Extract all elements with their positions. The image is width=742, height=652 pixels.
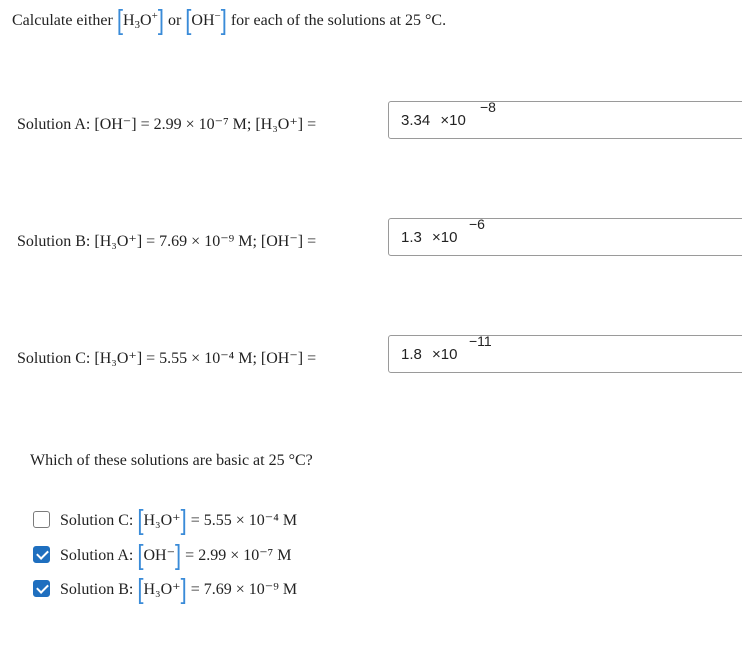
prompt-before: Calculate either (12, 12, 113, 29)
bracket-left-icon: [ (116, 3, 123, 35)
option-2-value: = 7.69 × 10⁻⁹ M (190, 581, 298, 598)
option-1-checkbox[interactable] (33, 546, 50, 563)
prompt-h3o-sup: + (151, 10, 158, 22)
bracket-right-icon: ] (180, 572, 187, 604)
option-1-value: = 2.99 × 10⁻⁷ M (185, 547, 292, 564)
solution-c-answer-base: ×10 (432, 346, 458, 363)
solution-c-row (17, 348, 316, 368)
solution-a-given-value: = 2.99 × 10⁻⁷ M; (140, 116, 252, 133)
option-0-label: Solution C: (60, 512, 134, 529)
option-1[interactable] (60, 538, 292, 570)
solution-a-answer-mantissa: 3.34 (401, 112, 431, 129)
question-text: Which of these solutions are basic at 25 °C? (30, 452, 313, 469)
solution-b-answer-mantissa: 1.3 (401, 229, 422, 246)
bracket-left-icon: [ (137, 572, 144, 604)
solution-c-given-value: = 5.55 × 10⁻⁴ M; (146, 350, 257, 367)
option-0[interactable] (60, 503, 298, 535)
option-2-checkbox[interactable] (33, 580, 50, 597)
solution-c-asked-species: [OH⁻] = (260, 350, 317, 367)
solution-c-given-species: [H₃O⁺] (94, 350, 143, 367)
option-1-label: Solution A: (60, 547, 134, 564)
option-0-checkbox[interactable] (33, 511, 50, 528)
option-1-species: OH⁻ (143, 547, 176, 564)
solution-b-label: Solution B: (17, 233, 91, 250)
option-2[interactable] (60, 572, 298, 604)
solution-b-answer-exponent: −6 (469, 216, 485, 232)
prompt-oh-sup: − (214, 10, 221, 22)
prompt-h3o-o: O (140, 12, 152, 29)
prompt-oh: OH (191, 12, 215, 29)
prompt-after: for each of the solutions at 25 °C. (230, 12, 447, 29)
option-2-species: H₃O⁺ (143, 581, 181, 598)
solution-b-row (17, 231, 316, 251)
solution-b-given-value: = 7.69 × 10⁻⁹ M; (146, 233, 257, 250)
solution-b-answer-base: ×10 (432, 229, 458, 246)
solution-b-asked-species: [OH⁻] = (260, 233, 317, 250)
bracket-left-icon: [ (137, 503, 144, 535)
solution-b-given-species: [H₃O⁺] (94, 233, 143, 250)
bracket-left-icon: [ (137, 538, 144, 570)
option-0-species: H₃O⁺ (143, 512, 181, 529)
option-0-value: = 5.55 × 10⁻⁴ M (190, 512, 298, 529)
solution-a-answer-input[interactable] (388, 101, 742, 139)
prompt-h3o-h: H (122, 12, 135, 29)
solution-b-answer-input[interactable] (388, 218, 742, 256)
solution-a-asked-species: [H₃O⁺] = (255, 116, 317, 133)
solution-c-label: Solution C: (17, 350, 91, 367)
solution-a-label: Solution A: (17, 116, 91, 133)
prompt-h3o-sub: 3 (134, 19, 141, 31)
solution-a-answer-base: ×10 (440, 112, 466, 129)
prompt-or: or (167, 12, 182, 29)
bracket-right-icon: ] (157, 3, 164, 35)
bracket-right-icon: ] (180, 503, 187, 535)
bracket-right-icon: ] (175, 538, 182, 570)
bracket-right-icon: ] (220, 3, 227, 35)
solution-c-answer-mantissa: 1.8 (401, 346, 422, 363)
solution-c-answer-exponent: −11 (469, 333, 492, 349)
solution-a-given-species: [OH⁻] (94, 116, 137, 133)
solution-c-answer-input[interactable] (388, 335, 742, 373)
bracket-left-icon: [ (185, 3, 192, 35)
solution-a-row (17, 114, 316, 134)
option-2-label: Solution B: (60, 581, 134, 598)
prompt (12, 3, 447, 35)
solution-a-answer-exponent: −8 (480, 99, 496, 115)
